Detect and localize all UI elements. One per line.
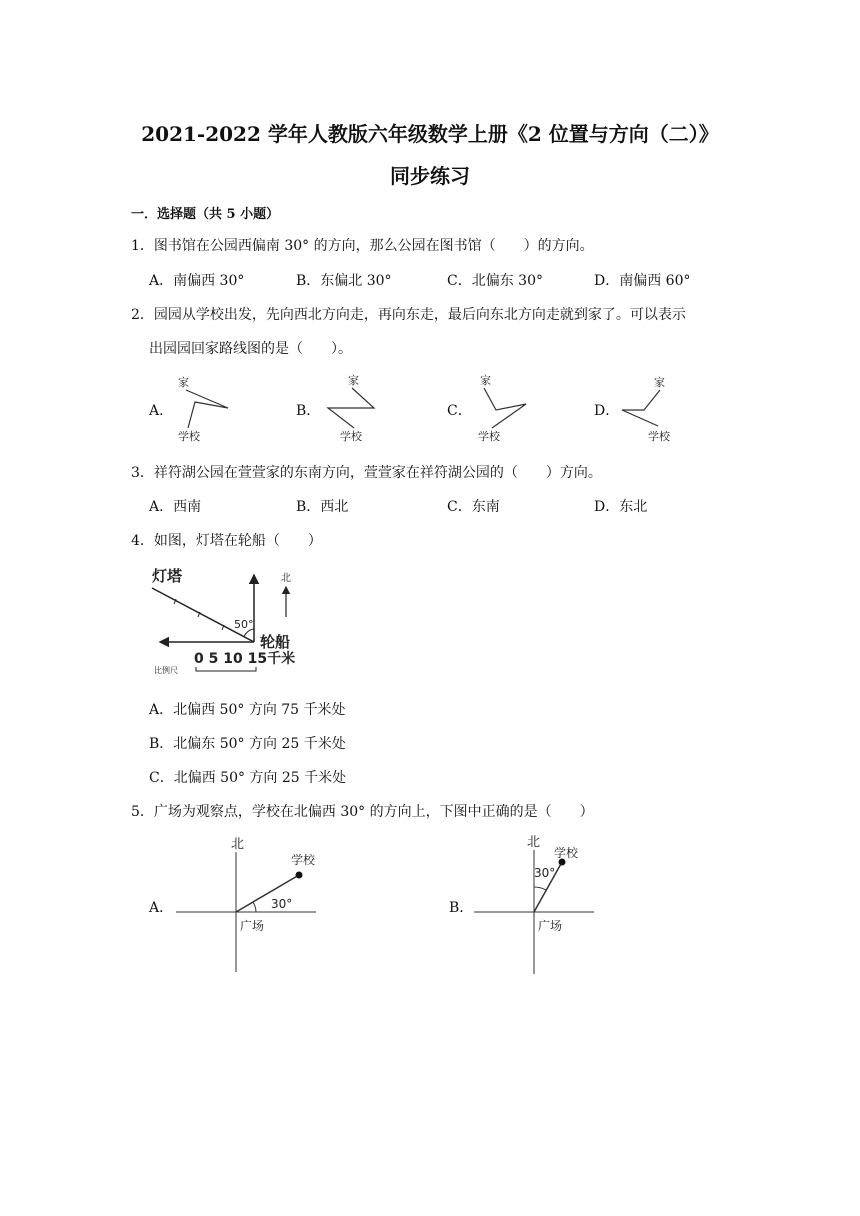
q3-option-b[interactable]: B．西北 bbox=[296, 499, 349, 515]
q1-option-a[interactable]: A．南偏西 30° bbox=[149, 273, 245, 289]
home-label: 家 bbox=[654, 376, 665, 389]
angle-label: 30° bbox=[271, 897, 293, 911]
square-label: 广场 bbox=[240, 919, 265, 933]
q3-option-d[interactable]: D．东北 bbox=[594, 499, 648, 515]
q2-option-c[interactable]: C． bbox=[447, 403, 472, 419]
scale-caption: 比例尺 bbox=[154, 666, 178, 675]
question-1-stem: 1．图书馆在公园西偏南 30° 的方向，那么公园在图书馆（ ）的方向。 bbox=[131, 238, 594, 254]
q2-figure-d bbox=[614, 372, 684, 444]
school-label: 学校 bbox=[478, 430, 500, 443]
q3-option-a[interactable]: A．西南 bbox=[149, 499, 202, 515]
scale-label: 0 5 10 15千米 bbox=[194, 651, 296, 667]
q5-figure-a bbox=[176, 832, 326, 974]
q4-option-a[interactable]: A．北偏西 50° 方向 75 千米处 bbox=[149, 702, 346, 718]
angle-label: 50° bbox=[234, 618, 254, 631]
question-3-stem: 3．祥符湖公园在萱萱家的东南方向，萱萱家在祥符湖公园的（ ）方向。 bbox=[131, 465, 602, 481]
q2-option-a[interactable]: A． bbox=[149, 403, 174, 419]
question-4-stem: 4．如图，灯塔在轮船（ ） bbox=[131, 533, 322, 549]
q5-figure-b bbox=[474, 832, 604, 977]
q2-option-d[interactable]: D． bbox=[594, 403, 620, 419]
north-label: 北 bbox=[231, 837, 245, 852]
north-label: 北 bbox=[281, 573, 291, 584]
q2-figure-a bbox=[168, 372, 238, 444]
q4-option-c[interactable]: C．北偏西 50° 方向 25 千米处 bbox=[149, 770, 347, 786]
q4-figure bbox=[150, 563, 305, 678]
q4-option-b[interactable]: B．北偏东 50° 方向 25 千米处 bbox=[149, 736, 346, 752]
question-2-stem-line1: 2．园园从学校出发，先向西北方向走，再向东走，最后向东北方向走就到家了。可以表示 bbox=[131, 307, 686, 323]
q1-option-c[interactable]: C．北偏东 30° bbox=[447, 273, 543, 289]
q2-figure-c bbox=[466, 372, 536, 444]
q5-option-b[interactable]: B． bbox=[449, 900, 474, 916]
north-label: 北 bbox=[527, 835, 541, 850]
page-title: 2021-2022 学年人教版六年级数学上册《2 位置与方向（二）》 bbox=[141, 122, 719, 146]
home-label: 家 bbox=[480, 374, 491, 387]
school-label: 学校 bbox=[291, 853, 316, 867]
section-heading: 一．选择题（共 5 小题） bbox=[131, 207, 280, 222]
school-label: 学校 bbox=[340, 430, 362, 443]
school-label: 学校 bbox=[554, 846, 579, 860]
q5-option-a[interactable]: A． bbox=[149, 900, 174, 916]
q2-figure-b bbox=[320, 372, 390, 444]
lighthouse-label: 灯塔 bbox=[152, 567, 183, 585]
square-label: 广场 bbox=[538, 919, 563, 933]
home-label: 家 bbox=[348, 374, 359, 387]
question-5-stem: 5．广场为观察点，学校在北偏西 30° 的方向上，下图中正确的是（ ） bbox=[131, 804, 594, 820]
school-label: 学校 bbox=[648, 430, 670, 443]
question-2-stem-line2: 出园园回家路线图的是（ ）。 bbox=[149, 341, 352, 357]
q1-option-d[interactable]: D．南偏西 60° bbox=[594, 273, 691, 289]
home-label: 家 bbox=[178, 376, 189, 389]
angle-label: 30° bbox=[534, 866, 556, 880]
ship-label: 轮船 bbox=[260, 633, 291, 651]
q2-option-b[interactable]: B． bbox=[296, 403, 321, 419]
page-subtitle: 同步练习 bbox=[390, 164, 470, 188]
q1-option-b[interactable]: B．东偏北 30° bbox=[296, 273, 392, 289]
q3-option-c[interactable]: C．东南 bbox=[447, 499, 500, 515]
school-label: 学校 bbox=[178, 430, 200, 443]
